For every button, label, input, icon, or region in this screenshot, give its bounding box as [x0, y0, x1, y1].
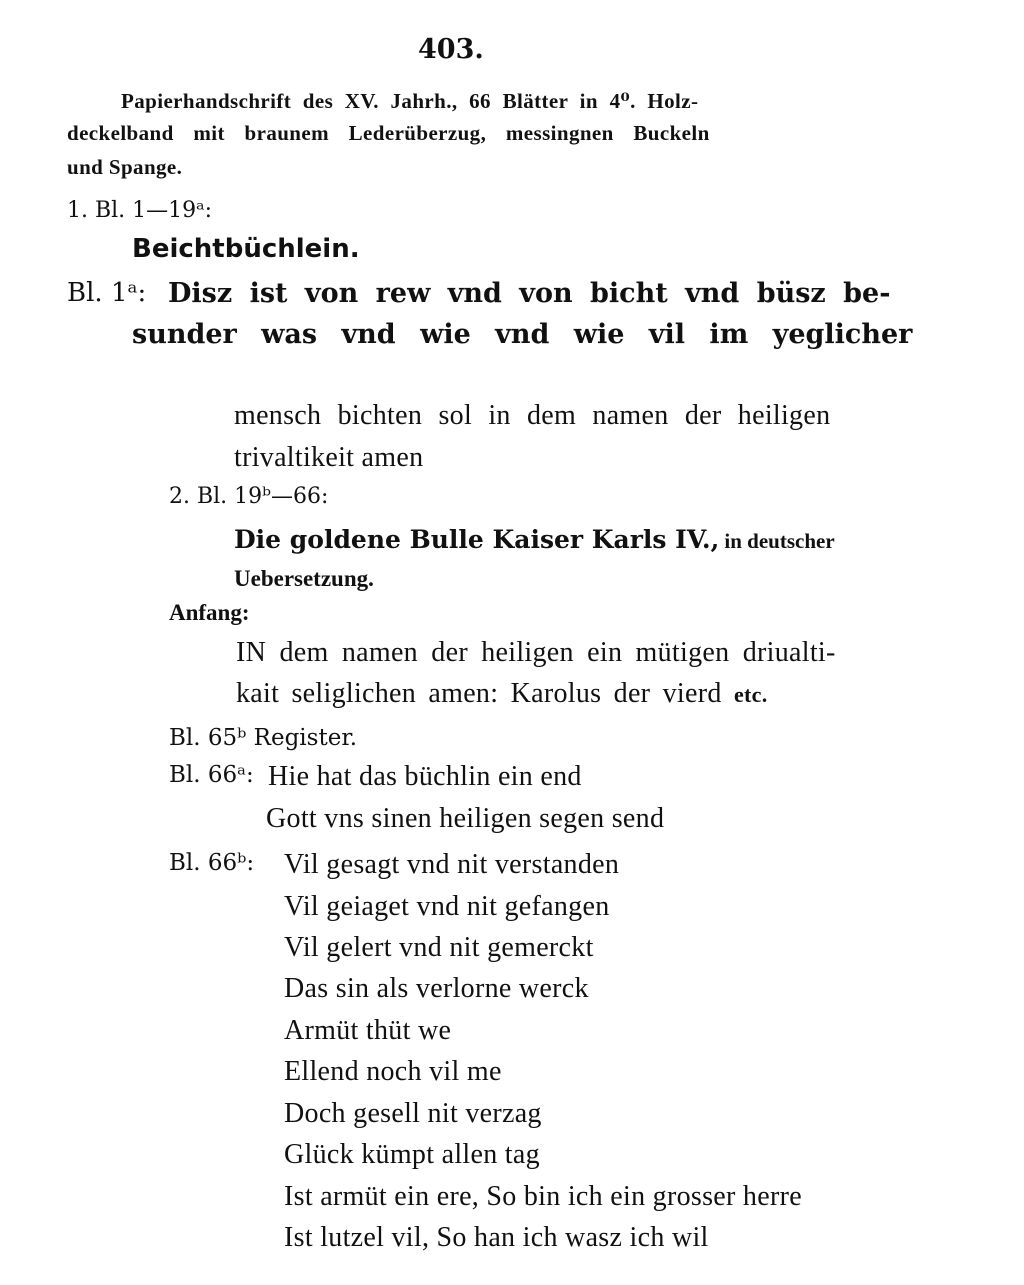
item-2-title-suffix: in deutscher: [724, 529, 835, 553]
register-line: Bl. 65ᵇ Register.: [169, 725, 358, 751]
poem-line: Vil gesagt vnd nit verstanden: [284, 849, 620, 880]
poem-line: Doch gesell nit verzag: [284, 1098, 542, 1129]
poem-line: Armüt thüt we: [284, 1015, 452, 1046]
poem-line: Vil geiaget vnd nit gefangen: [284, 891, 610, 922]
anfang-line-2: kait seliglichen amen: Karolus der vierd: [236, 678, 722, 709]
item-2-title-line: [234, 525, 835, 554]
item-1-text-line-4: trivaltikeit amen: [234, 442, 424, 473]
poem-line: Ellend noch vil me: [284, 1056, 502, 1087]
poem-line: Das sin als verlorne werck: [284, 973, 589, 1004]
description-line-1: Papierhandschrift des XV. Jahrh., 66 Blätter in 4⁰. Holz-: [121, 89, 699, 113]
end-line-2: Gott vns sinen heiligen segen send: [266, 803, 665, 834]
item-1-text-line-1: Disz ist von rew vnd von bicht vnd büsz be-: [168, 278, 891, 309]
item-1-text-line-3: mensch bichten sol in dem namen der heiligen: [234, 400, 831, 431]
item-2-label: 2. Bl. 19ᵇ—66:: [169, 484, 329, 509]
page-number: 403.: [418, 34, 484, 65]
description-line-3: und Spange.: [67, 155, 183, 179]
item-1-title: Beichtbüchlein.: [132, 234, 360, 264]
item-2-title-line-2: Uebersetzung.: [234, 566, 374, 591]
end-line-1: Hie hat das büchlin ein end: [268, 761, 582, 792]
poem-line: Glück kümpt allen tag: [284, 1139, 540, 1170]
end-ref: Bl. 66ᵃ:: [169, 762, 254, 788]
item-2-title: Die goldene Bulle Kaiser Karls IV.,: [234, 525, 720, 554]
poem-line: Ist armüt ein ere, So bin ich ein grosser herre: [284, 1181, 802, 1212]
item-1-text-line-2: sunder was vnd wie vnd wie vil im yeglicher: [132, 319, 913, 350]
anfang-label: Anfang:: [169, 600, 250, 625]
item-1-ref: Bl. 1ᵃ:: [67, 278, 147, 308]
poem-ref: Bl. 66ᵇ:: [169, 850, 255, 876]
anfang-etc: etc.: [733, 682, 768, 707]
poem-line: Ist lutzel vil, So han ich wasz ich wil: [284, 1222, 709, 1253]
anfang-line-2-wrap: [236, 678, 768, 710]
poem-line: Vil gelert vnd nit gemerckt: [284, 932, 594, 963]
description-line-2: deckelband mit braunem Lederüberzug, messingnen Buckeln: [67, 121, 710, 145]
item-1-label: 1. Bl. 1—19ᵃ:: [67, 198, 213, 223]
anfang-line-1: IN dem namen der heiligen ein mütigen driualti-: [236, 637, 836, 668]
